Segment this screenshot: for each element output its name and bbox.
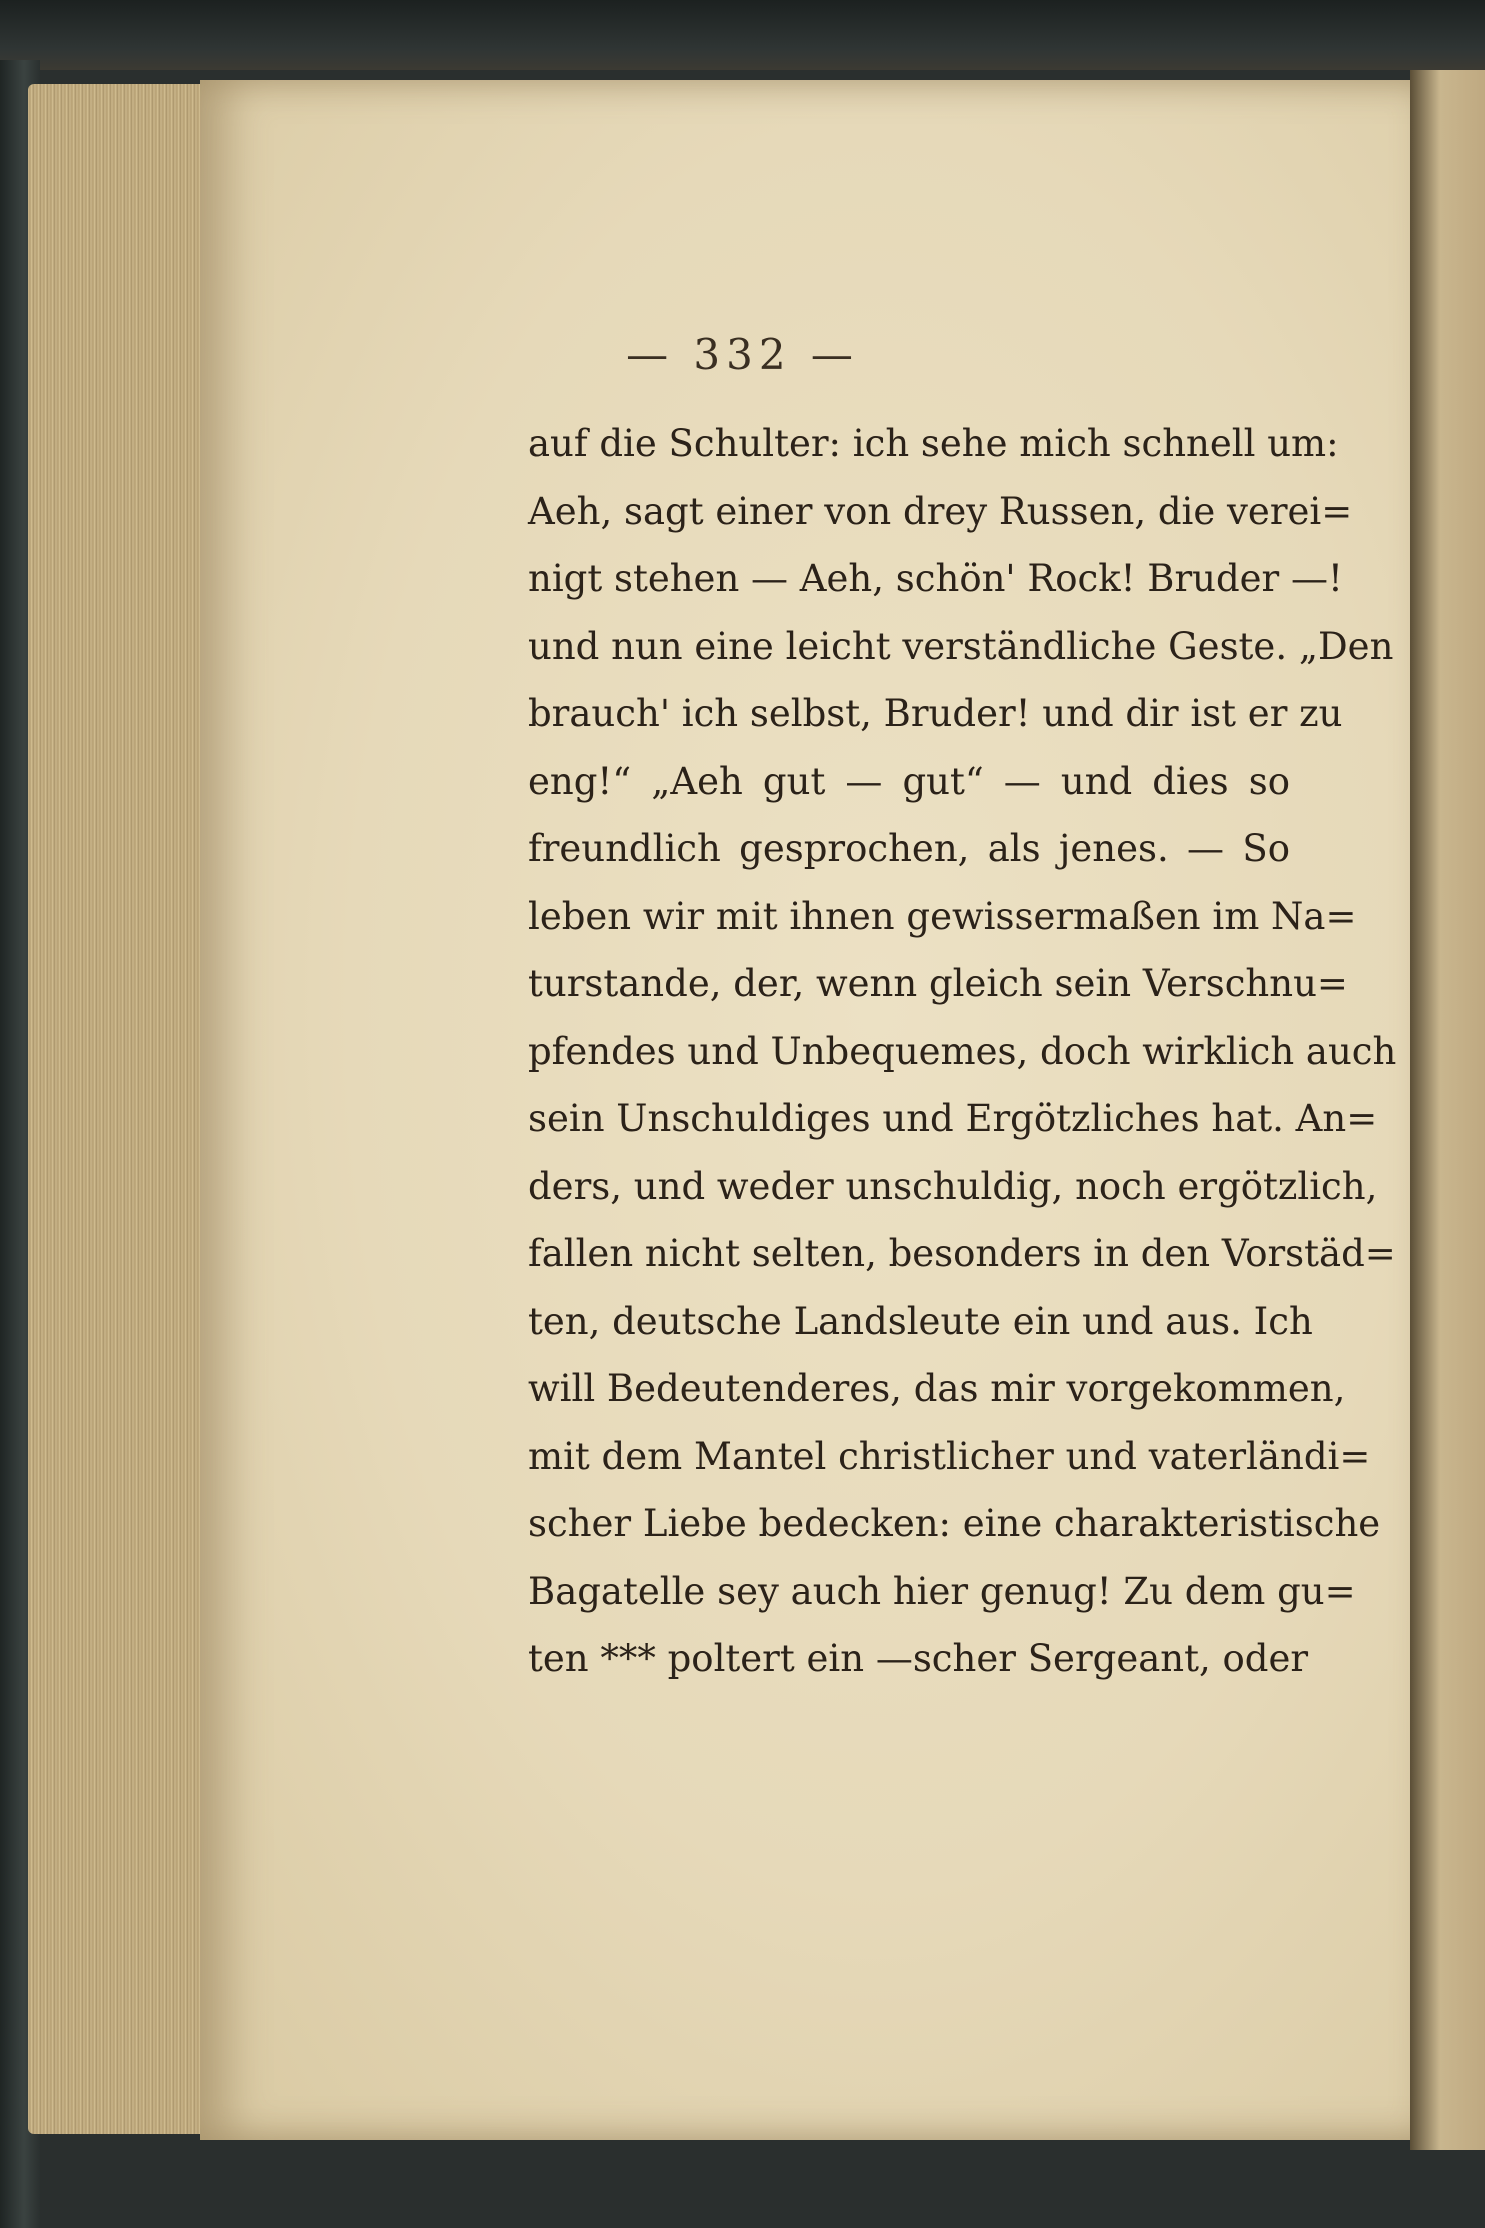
text-line: fallen nicht selten, besonders in den Vorstäd= xyxy=(528,1232,1396,1275)
text-line: mit dem Mantel christlicher und vaterländi= xyxy=(528,1434,1371,1478)
text-line: auf die Schulter: ich sehe mich schnell um: xyxy=(528,422,1339,465)
page-text-block xyxy=(528,410,1397,1693)
text-line: freundlich gesprochen, als jenes. — So xyxy=(528,827,1290,870)
text-line: Bagatelle sey auch hier genug! Zu dem gu= xyxy=(528,1569,1356,1613)
text-line: pfendes und Unbequemes, doch wirklich auch xyxy=(528,1029,1397,1073)
book-cover-top xyxy=(0,0,1485,70)
text-line: scher Liebe bedecken: eine charakteristische xyxy=(528,1502,1381,1545)
text-line: sein Unschuldiges und Ergötzliches hat. An= xyxy=(528,1097,1378,1140)
text-line: will Bedeutenderes, das mir vorgekommen, xyxy=(528,1367,1346,1410)
text-line: ders, und weder unschuldig, noch ergötzlich, xyxy=(528,1164,1378,1208)
text-line: ten, deutsche Landsleute ein und aus. Ich xyxy=(528,1299,1313,1343)
text-line: ten *** poltert ein —scher Sergeant, oder xyxy=(528,1637,1309,1680)
facing-page-edge xyxy=(1410,70,1485,2150)
text-line: und nun eine leicht verständliche Geste. „Den xyxy=(528,624,1394,668)
text-line: brauch' ich selbst, Bruder! und dir ist er zu xyxy=(528,692,1343,735)
page-number-header: — 332 — xyxy=(626,330,859,379)
text-line: nigt stehen — Aeh, schön' Rock! Bruder —! xyxy=(528,557,1343,600)
text-line: turstande, der, wenn gleich sein Verschnu= xyxy=(528,962,1348,1005)
text-line: Aeh, sagt einer von drey Russen, die verei= xyxy=(528,489,1353,533)
page-edges xyxy=(28,84,228,2134)
text-line: eng!“ „Aeh gut — gut“ — und dies so xyxy=(528,759,1290,803)
text-line: leben wir mit ihnen gewissermaßen im Na= xyxy=(528,894,1357,938)
